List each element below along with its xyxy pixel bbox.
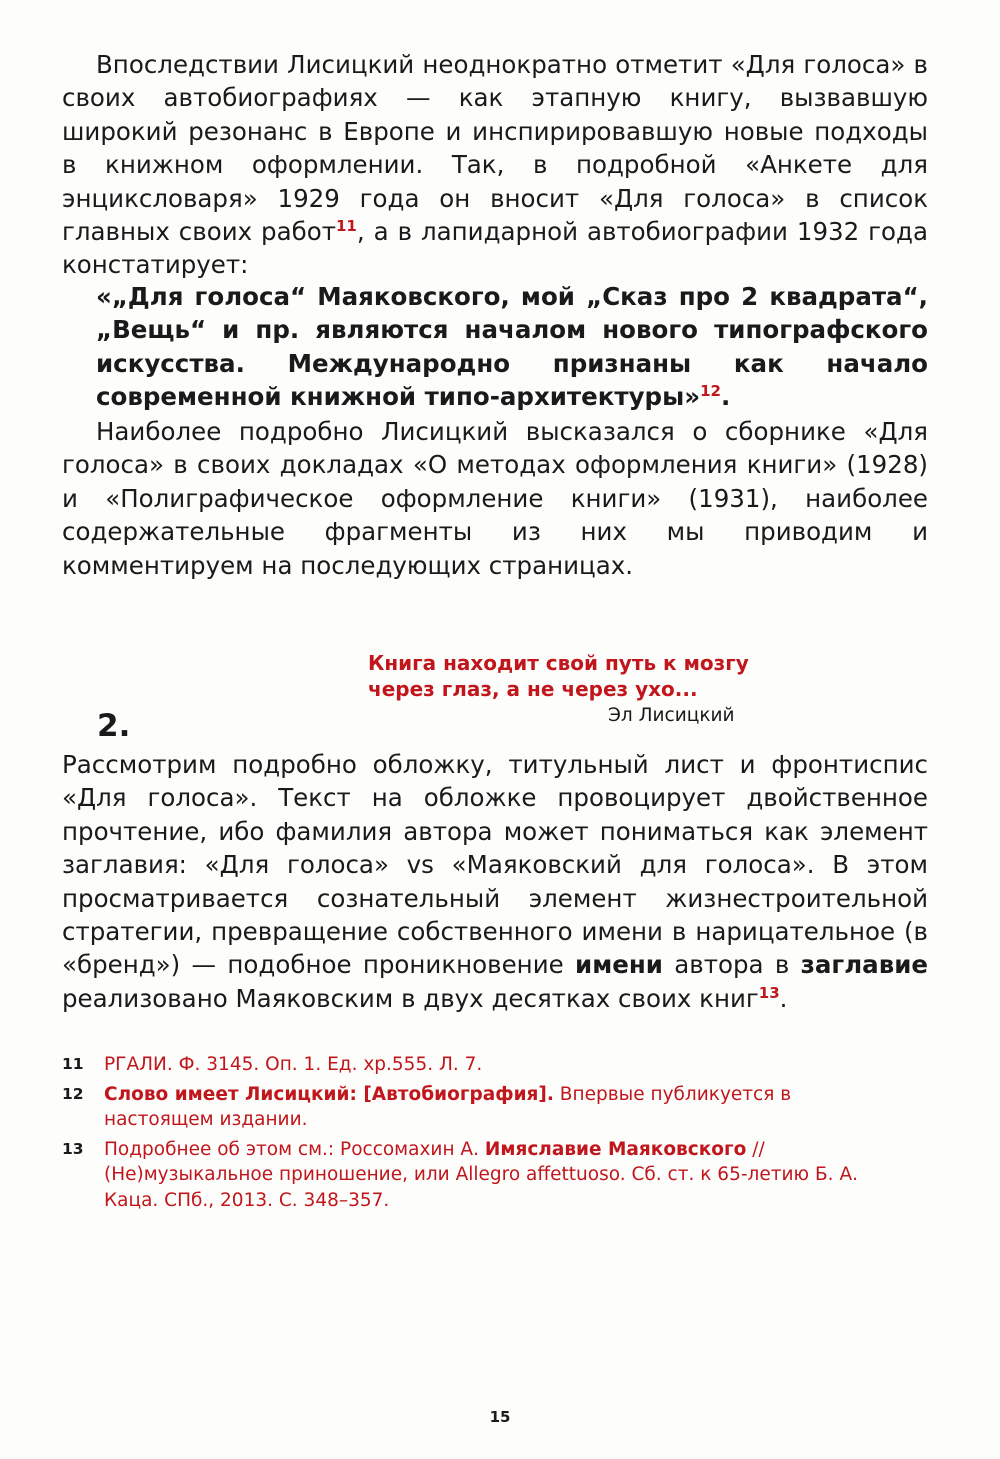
footnote-number: 11 (62, 1055, 84, 1073)
section-number: 2. (97, 708, 131, 744)
paragraph-3-text-b: автора в (662, 950, 801, 980)
footnote-title: Имяславие Маяковского (484, 1138, 747, 1160)
page-number: 15 (489, 1408, 511, 1426)
epigraph-author: Эл Лисицкий (608, 705, 735, 726)
footnote-12 (62, 1082, 882, 1133)
footnote-body: Впервые публикуется в настоящем издании. (104, 1083, 792, 1130)
quote-end: . (720, 382, 731, 412)
footnotes (62, 1052, 882, 1217)
paragraph-3-text-c: реализовано Маяковским в двух десятках своих книг (62, 983, 759, 1013)
epigraph-line-2: через глаз, а не через ухо... (368, 677, 698, 701)
footnote-body-2: // (Не)музыкальное приношение, или Allegro affettuoso. Сб. ст. к 65-летию Б. А. Каца. СПб., 2013. С. 348–357. (104, 1138, 858, 1211)
paragraph-1-text: Впоследствии Лисицкий неоднократно отметит «Для голоса» в своих автобиографиях — как этапную книгу, вызвавшую широкий резонанс в Европе и инспирировавшую новые подходы в книжном оформлении. Так, в подробной «Анкете для энциксловаря» 1929 года он вносит «Для голоса» в список главных своих работ (62, 50, 928, 247)
footnote-text (104, 1137, 882, 1214)
footnote-ref-11[interactable]: 11 (336, 217, 357, 236)
footnote-text: РГАЛИ. Ф. 3145. Оп. 1. Ед. хр.555. Л. 7. (104, 1054, 483, 1075)
footnote-ref-13[interactable]: 13 (758, 983, 780, 1002)
paragraph-3-end: . (779, 983, 788, 1013)
paragraph-3-bold-1: имени (575, 950, 663, 980)
footnote-13 (62, 1137, 882, 1214)
paragraph-1-text-after: , а в лапидарной автобиографии 1932 года констатирует: (62, 217, 928, 280)
paragraph-1 (62, 48, 928, 282)
paragraph-3-bold-2: заглавие (800, 950, 928, 980)
footnote-body: Подробнее об этом см.: Россомахин А. (104, 1138, 485, 1160)
footnote-title: Слово имеет Лисицкий: [Автобиография]. (104, 1083, 554, 1105)
paragraph-2: Наиболее подробно Лисицкий высказался о сборнике «Для голоса» в своих докладах «О методах оформления книги» (1928) и «Полиграфическое оформление книги» (1931), наиболее содержательные фрагменты из них мы приводим и комментируем на последующих страницах. (62, 417, 928, 580)
footnote-number: 13 (62, 1139, 84, 1158)
paragraph-3-text-a: Рассмотрим подробно обложку, титульный лист и фронтиспис «Для голоса». Текст на обложке провоцирует двойственное прочтение, ибо фамилия автора может пониматься как элемент заглавия: «Для голоса» vs «Маяковский для голоса». В этом просматривается сознательный элемент жизнестроительной стратегии, превращение собственного имени в нарицательное (в «бренд») — подобное проникновение (62, 750, 928, 980)
footnote-11 (62, 1052, 882, 1078)
paragraph-3 (62, 748, 928, 1015)
epigraph-line-1: Книга находит свой путь к мозгу (368, 651, 749, 675)
footnote-number: 12 (62, 1084, 84, 1103)
epigraph (368, 650, 808, 728)
footnote-text (104, 1082, 882, 1133)
footnote-ref-12[interactable]: 12 (700, 382, 721, 401)
block-quote (96, 280, 928, 414)
quote-text: «„Для голоса“ Маяковского, мой „Сказ про 2 квадрата“, „Вещь“ и пр. являются началом нового типографского искусства. Международно признаны как начало современной книжной типо-архитектуры» (96, 282, 928, 412)
